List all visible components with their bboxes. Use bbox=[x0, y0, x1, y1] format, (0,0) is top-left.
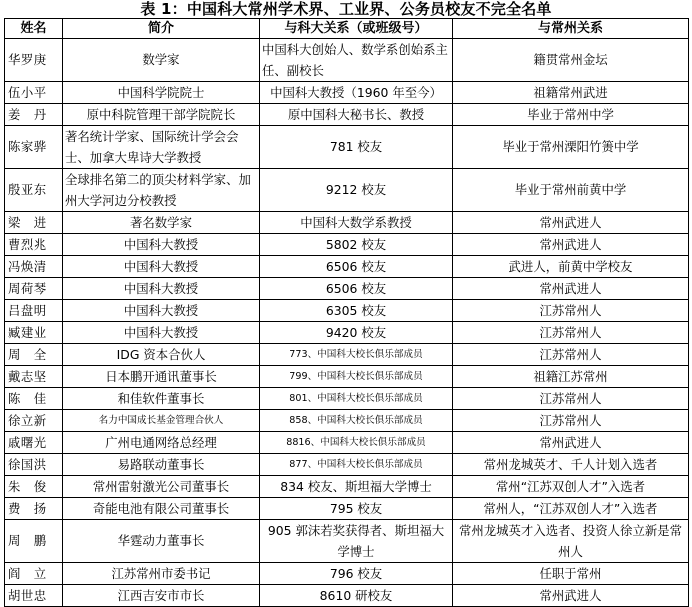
alumni-table bbox=[4, 18, 689, 607]
cell-intro: 著名数学家 bbox=[63, 212, 260, 234]
cell-changzhou-relation: 常州“江苏双创人才”入选者 bbox=[453, 476, 689, 498]
cell-intro: 江苏常州市委书记 bbox=[63, 563, 260, 585]
cell-ustc-relation: 858、中国科大校长俱乐部成员 bbox=[260, 410, 453, 432]
cell-name: 曹烈兆 bbox=[5, 234, 63, 256]
cell-intro: 日本鹏开通讯董事长 bbox=[63, 366, 260, 388]
table-row bbox=[5, 104, 689, 126]
table-row bbox=[5, 454, 689, 476]
cell-changzhou-relation: 常州武进人 bbox=[453, 278, 689, 300]
table-row bbox=[5, 476, 689, 498]
cell-ustc-relation: 6506 校友 bbox=[260, 278, 453, 300]
table-row bbox=[5, 322, 689, 344]
cell-name: 戚曙光 bbox=[5, 432, 63, 454]
cell-changzhou-relation: 祖籍江苏常州 bbox=[453, 366, 689, 388]
cell-ustc-relation: 801、中国科大校长俱乐部成员 bbox=[260, 388, 453, 410]
cell-ustc-relation: 877、中国科大校长俱乐部成员 bbox=[260, 454, 453, 476]
cell-name: 戴志坚 bbox=[5, 366, 63, 388]
cell-intro: 中国科大教授 bbox=[63, 256, 260, 278]
cell-ustc-relation: 799、中国科大校长俱乐部成员 bbox=[260, 366, 453, 388]
cell-name: 冯焕清 bbox=[5, 256, 63, 278]
table-row bbox=[5, 126, 689, 169]
table-row bbox=[5, 278, 689, 300]
cell-changzhou-relation: 毕业于常州溧阳竹箦中学 bbox=[453, 126, 689, 169]
cell-name: 华罗庚 bbox=[5, 39, 63, 82]
table-row bbox=[5, 432, 689, 454]
cell-ustc-relation: 773、中国科大校长俱乐部成员 bbox=[260, 344, 453, 366]
cell-intro: IDG 资本合伙人 bbox=[63, 344, 260, 366]
cell-ustc-relation: 中国科大数学系教授 bbox=[260, 212, 453, 234]
cell-ustc-relation: 9420 校友 bbox=[260, 322, 453, 344]
cell-intro: 和佳软件董事长 bbox=[63, 388, 260, 410]
cell-changzhou-relation: 常州龙城英才、千人计划入选者 bbox=[453, 454, 689, 476]
cell-changzhou-relation: 任职于常州 bbox=[453, 563, 689, 585]
header-ustc-relation: 与科大关系（或班级号） bbox=[260, 19, 453, 39]
cell-ustc-relation: 6506 校友 bbox=[260, 256, 453, 278]
cell-intro: 奇能电池有限公司董事长 bbox=[63, 498, 260, 520]
cell-changzhou-relation: 江苏常州人 bbox=[453, 300, 689, 322]
table-row bbox=[5, 498, 689, 520]
table-row bbox=[5, 344, 689, 366]
cell-intro: 数学家 bbox=[63, 39, 260, 82]
cell-changzhou-relation: 常州人，“江苏双创人才”入选者 bbox=[453, 498, 689, 520]
cell-intro: 江西吉安市市长 bbox=[63, 585, 260, 607]
cell-name: 费 扬 bbox=[5, 498, 63, 520]
cell-name: 吕盘明 bbox=[5, 300, 63, 322]
cell-name: 梁 进 bbox=[5, 212, 63, 234]
cell-changzhou-relation: 毕业于常州前黄中学 bbox=[453, 169, 689, 212]
cell-ustc-relation: 6305 校友 bbox=[260, 300, 453, 322]
table-row bbox=[5, 300, 689, 322]
cell-ustc-relation: 905 郭沫若奖获得者、斯坦福大学博士 bbox=[260, 520, 453, 563]
cell-name: 徐国洪 bbox=[5, 454, 63, 476]
cell-ustc-relation: 781 校友 bbox=[260, 126, 453, 169]
cell-changzhou-relation: 武进人，前黄中学校友 bbox=[453, 256, 689, 278]
table-row bbox=[5, 82, 689, 104]
table-row bbox=[5, 520, 689, 563]
cell-intro: 易路联动董事长 bbox=[63, 454, 260, 476]
header-intro: 简介 bbox=[63, 19, 260, 39]
cell-name: 陈家骅 bbox=[5, 126, 63, 169]
cell-intro: 全球排名第二的顶尖材料学家、加州大学河边分校教授 bbox=[63, 169, 260, 212]
cell-intro: 原中科院管理干部学院院长 bbox=[63, 104, 260, 126]
cell-name: 伍小平 bbox=[5, 82, 63, 104]
cell-name: 朱 俊 bbox=[5, 476, 63, 498]
cell-changzhou-relation: 常州武进人 bbox=[453, 432, 689, 454]
cell-changzhou-relation: 常州龙城英才入选者、投资人徐立新是常州人 bbox=[453, 520, 689, 563]
cell-changzhou-relation: 常州武进人 bbox=[453, 234, 689, 256]
cell-ustc-relation: 795 校友 bbox=[260, 498, 453, 520]
table-row bbox=[5, 563, 689, 585]
header-name: 姓名 bbox=[5, 19, 63, 39]
cell-changzhou-relation: 祖籍常州武进 bbox=[453, 82, 689, 104]
cell-intro: 中国科大教授 bbox=[63, 322, 260, 344]
cell-name: 周荷琴 bbox=[5, 278, 63, 300]
cell-ustc-relation: 5802 校友 bbox=[260, 234, 453, 256]
cell-changzhou-relation: 常州武进人 bbox=[453, 212, 689, 234]
header-row bbox=[5, 19, 689, 39]
cell-changzhou-relation: 江苏常州人 bbox=[453, 410, 689, 432]
table-row bbox=[5, 256, 689, 278]
cell-name: 姜 丹 bbox=[5, 104, 63, 126]
cell-name: 周 鹏 bbox=[5, 520, 63, 563]
cell-changzhou-relation: 毕业于常州中学 bbox=[453, 104, 689, 126]
cell-name: 殷亚东 bbox=[5, 169, 63, 212]
cell-changzhou-relation: 江苏常州人 bbox=[453, 322, 689, 344]
cell-ustc-relation: 中国科大教授（1960 年至今） bbox=[260, 82, 453, 104]
cell-ustc-relation: 原中国科大秘书长、教授 bbox=[260, 104, 453, 126]
cell-changzhou-relation: 籍贯常州金坛 bbox=[453, 39, 689, 82]
cell-name: 陈 佳 bbox=[5, 388, 63, 410]
table-row bbox=[5, 388, 689, 410]
table-row bbox=[5, 169, 689, 212]
cell-intro: 华霆动力董事长 bbox=[63, 520, 260, 563]
cell-ustc-relation: 中国科大创始人、数学系创始系主任、副校长 bbox=[260, 39, 453, 82]
table-row bbox=[5, 410, 689, 432]
cell-name: 周 全 bbox=[5, 344, 63, 366]
cell-intro: 常州雷射激光公司董事长 bbox=[63, 476, 260, 498]
cell-changzhou-relation: 江苏常州人 bbox=[453, 388, 689, 410]
table-title: 表 1：中国科大常州学术界、工业界、公务员校友不完全名单 bbox=[140, 0, 552, 18]
cell-ustc-relation: 796 校友 bbox=[260, 563, 453, 585]
table-row bbox=[5, 39, 689, 82]
cell-name: 臧建业 bbox=[5, 322, 63, 344]
cell-intro: 著名统计学家、国际统计学会会士、加拿大卑诗大学教授 bbox=[63, 126, 260, 169]
cell-name: 阎 立 bbox=[5, 563, 63, 585]
cell-name: 徐立新 bbox=[5, 410, 63, 432]
cell-ustc-relation: 8816、中国科大校长俱乐部成员 bbox=[260, 432, 453, 454]
cell-changzhou-relation: 江苏常州人 bbox=[453, 344, 689, 366]
cell-intro: 名力中国成长基金管理合伙人 bbox=[63, 410, 260, 432]
cell-ustc-relation: 8610 研校友 bbox=[260, 585, 453, 607]
cell-intro: 广州电通网络总经理 bbox=[63, 432, 260, 454]
cell-intro: 中国科学院院士 bbox=[63, 82, 260, 104]
table-row bbox=[5, 366, 689, 388]
table-row bbox=[5, 212, 689, 234]
cell-name: 胡世忠 bbox=[5, 585, 63, 607]
header-changzhou-relation: 与常州关系 bbox=[453, 19, 689, 39]
table-row bbox=[5, 234, 689, 256]
cell-changzhou-relation: 常州武进人 bbox=[453, 585, 689, 607]
cell-intro: 中国科大教授 bbox=[63, 234, 260, 256]
cell-intro: 中国科大教授 bbox=[63, 300, 260, 322]
cell-ustc-relation: 834 校友、斯坦福大学博士 bbox=[260, 476, 453, 498]
cell-intro: 中国科大教授 bbox=[63, 278, 260, 300]
cell-ustc-relation: 9212 校友 bbox=[260, 169, 453, 212]
table-row bbox=[5, 585, 689, 607]
